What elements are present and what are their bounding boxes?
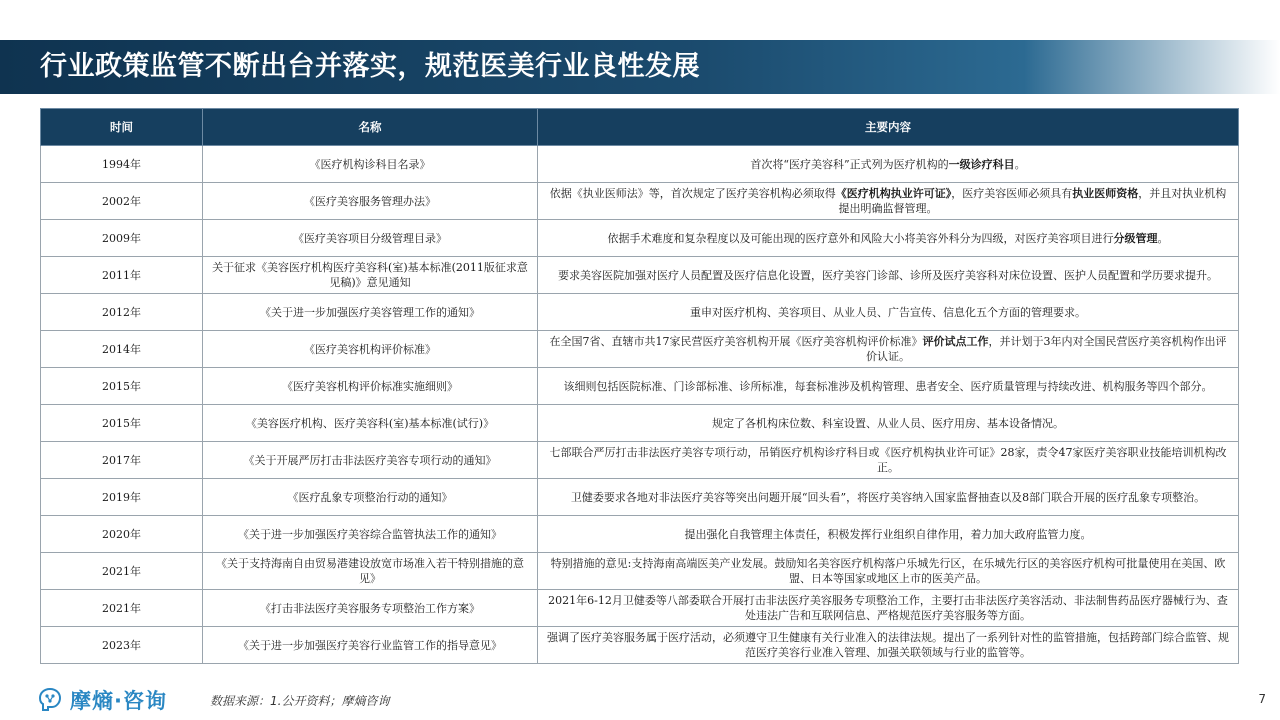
cell-content xyxy=(538,479,1239,516)
content-text: 。 xyxy=(1014,157,1026,171)
content-text: 卫健委要求各地对非法医疗美容等突出问题开展“回头看”，将医疗美容纳入国家监督抽查以及8部门联合开展的医疗乱象专项整治。 xyxy=(570,490,1206,504)
cell-content xyxy=(538,405,1239,442)
content-text: ，医疗美容医师必须具有 xyxy=(951,187,1073,200)
cell-time: 2023年 xyxy=(41,627,203,664)
content-text: 强调了医疗美容服务属于医疗活动，必须遵守卫生健康有关行业准入的法律法规。提出了一系列针对性的监管措施，包括跨部门综合监管、规范医疗美容行业准入管理、加强关联领域与行业的监管等。 xyxy=(547,631,1229,659)
cell-name: 《医疗美容机构评价标准实施细则》 xyxy=(203,368,538,405)
table-row xyxy=(41,516,1239,553)
cell-time: 2015年 xyxy=(41,405,203,442)
content-text: 。 xyxy=(1157,231,1169,245)
cell-content xyxy=(538,331,1239,368)
table-body xyxy=(41,146,1239,664)
table-row xyxy=(41,627,1239,664)
cell-name: 《医疗机构诊科目名录》 xyxy=(203,146,538,183)
cell-time: 1994年 xyxy=(41,146,203,183)
content-text: ，并计划于3年内对全国民营医疗美容机构作出评价认证。 xyxy=(866,335,1227,363)
brand-logo xyxy=(36,685,167,715)
table-row xyxy=(41,294,1239,331)
source-note: 数据来源：1.公开资料；摩熵咨询 xyxy=(210,694,390,708)
cell-name: 《美容医疗机构、医疗美容科(室)基本标准(试行)》 xyxy=(203,405,538,442)
header-content: 主要内容 xyxy=(538,109,1239,146)
content-text: 特别措施的意见:支持海南高端医美产业发展。鼓励知名美容医疗机构落户乐城先行区，在乐城先行区的美容医疗机构可批量使用在美国、欧盟、日本等国家或地区上市的医美产品。 xyxy=(550,557,1226,585)
cell-time: 2015年 xyxy=(41,368,203,405)
cell-content xyxy=(538,553,1239,590)
content-text: 提出强化自我管理主体责任，积极发挥行业组织自律作用，着力加大政府监管力度。 xyxy=(684,527,1092,541)
cell-content xyxy=(538,146,1239,183)
cell-name: 《医疗美容项目分级管理目录》 xyxy=(203,220,538,257)
table-header-row xyxy=(41,109,1239,146)
content-emphasis: 执业医师资格 xyxy=(1072,187,1139,200)
cell-time: 2021年 xyxy=(41,553,203,590)
cell-name: 《关于进一步加强医疗美容管理工作的通知》 xyxy=(203,294,538,331)
cell-content xyxy=(538,368,1239,405)
content-emphasis: 《医疗机构执业许可证》 xyxy=(835,187,952,200)
cell-content xyxy=(538,183,1239,220)
cell-name: 《打击非法医疗美容服务专项整治工作方案》 xyxy=(203,590,538,627)
brain-circuit-icon xyxy=(36,686,64,714)
content-emphasis: 评价试点工作 xyxy=(922,335,989,348)
header-time: 时间 xyxy=(41,109,203,146)
content-text: 依据《执业医师法》等，首次规定了医疗美容机构必须取得 xyxy=(549,187,836,200)
content-text: 依据手术难度和复杂程度以及可能出现的医疗意外和风险大小将美容外科分为四级，对医疗美容项目进行 xyxy=(607,231,1114,245)
cell-name: 《关于开展严厉打击非法医疗美容专项行动的通知》 xyxy=(203,442,538,479)
table-row xyxy=(41,405,1239,442)
table-row xyxy=(41,183,1239,220)
cell-content xyxy=(538,257,1239,294)
cell-content xyxy=(538,442,1239,479)
page-number: 7 xyxy=(1258,692,1266,706)
table-row xyxy=(41,220,1239,257)
table-row xyxy=(41,146,1239,183)
table-row xyxy=(41,442,1239,479)
content-text: 该细则包括医院标准、门诊部标准、诊所标准，每套标准涉及机构管理、患者安全、医疗质量管理与持续改进、机构服务等四个部分。 xyxy=(563,379,1213,393)
brand-name: 摩熵·咨询 xyxy=(70,689,167,713)
cell-content xyxy=(538,590,1239,627)
content-text: 要求美容医院加强对医疗人员配置及医疗信息化设置，医疗美容门诊部、诊所及医疗美容科对床位设置、医护人员配置和学历要求提升。 xyxy=(558,268,1218,282)
cell-content xyxy=(538,294,1239,331)
policy-table xyxy=(40,108,1239,664)
cell-time: 2011年 xyxy=(41,257,203,294)
cell-name: 《医疗美容服务管理办法》 xyxy=(203,183,538,220)
cell-name: 《关于进一步加强医疗美容综合监管执法工作的通知》 xyxy=(203,516,538,553)
table-row xyxy=(41,331,1239,368)
content-emphasis: 分级管理 xyxy=(1113,231,1158,245)
cell-name: 《关于进一步加强医疗美容行业监管工作的指导意见》 xyxy=(203,627,538,664)
cell-time: 2012年 xyxy=(41,294,203,331)
content-text: 规定了各机构床位数、科室设置、从业人员、医疗用房、基本设备情况。 xyxy=(712,416,1064,430)
cell-time: 2014年 xyxy=(41,331,203,368)
cell-content xyxy=(538,220,1239,257)
cell-name: 《医疗美容机构评价标准》 xyxy=(203,331,538,368)
cell-time: 2020年 xyxy=(41,516,203,553)
cell-name: 关于征求《美容医疗机构医疗美容科(室)基本标准(2011版征求意见稿)》意见通知 xyxy=(203,257,538,294)
cell-time: 2021年 xyxy=(41,590,203,627)
table-row xyxy=(41,479,1239,516)
cell-time: 2002年 xyxy=(41,183,203,220)
content-text: 2021年6-12月卫健委等八部委联合开展打击非法医疗美容服务专项整治工作，主要打击非法医疗美容活动、非法制售药品医疗器械行为、查处违法广告和互联网信息、严格规范医疗美容服务等方面。 xyxy=(548,594,1228,622)
cell-name: 《关于支持海南自由贸易港建设放宽市场准入若干特别措施的意见》 xyxy=(203,553,538,590)
content-text: 七部联合严厉打击非法医疗美容专项行动，吊销医疗机构诊疗科目或《医疗机构执业许可证》28家，责令47家医疗美容职业技能培训机构改正。 xyxy=(549,446,1227,474)
cell-time: 2009年 xyxy=(41,220,203,257)
content-text: 在全国7省、直辖市共17家民营医疗美容机构开展《医疗美容机构评价标准》 xyxy=(549,335,923,348)
footer xyxy=(0,680,1280,720)
content-emphasis: 一级诊疗科目 xyxy=(948,157,1015,171)
table-row xyxy=(41,590,1239,627)
header-name: 名称 xyxy=(203,109,538,146)
cell-time: 2019年 xyxy=(41,479,203,516)
table-row xyxy=(41,553,1239,590)
table-row xyxy=(41,368,1239,405)
content-text: 首次将“医疗美容科”正式列为医疗机构的 xyxy=(750,157,949,171)
content-text: ，并且对执业机构提出明确监督管理。 xyxy=(838,187,1227,215)
page-title: 行业政策监管不断出台并落实，规范医美行业良性发展 xyxy=(40,51,700,82)
cell-content xyxy=(538,516,1239,553)
cell-content xyxy=(538,627,1239,664)
content-text: 重申对医疗机构、美容项目、从业人员、广告宣传、信息化五个方面的管理要求。 xyxy=(690,305,1086,319)
cell-time: 2017年 xyxy=(41,442,203,479)
title-bar xyxy=(0,40,1280,94)
table-row xyxy=(41,257,1239,294)
cell-name: 《医疗乱象专项整治行动的通知》 xyxy=(203,479,538,516)
